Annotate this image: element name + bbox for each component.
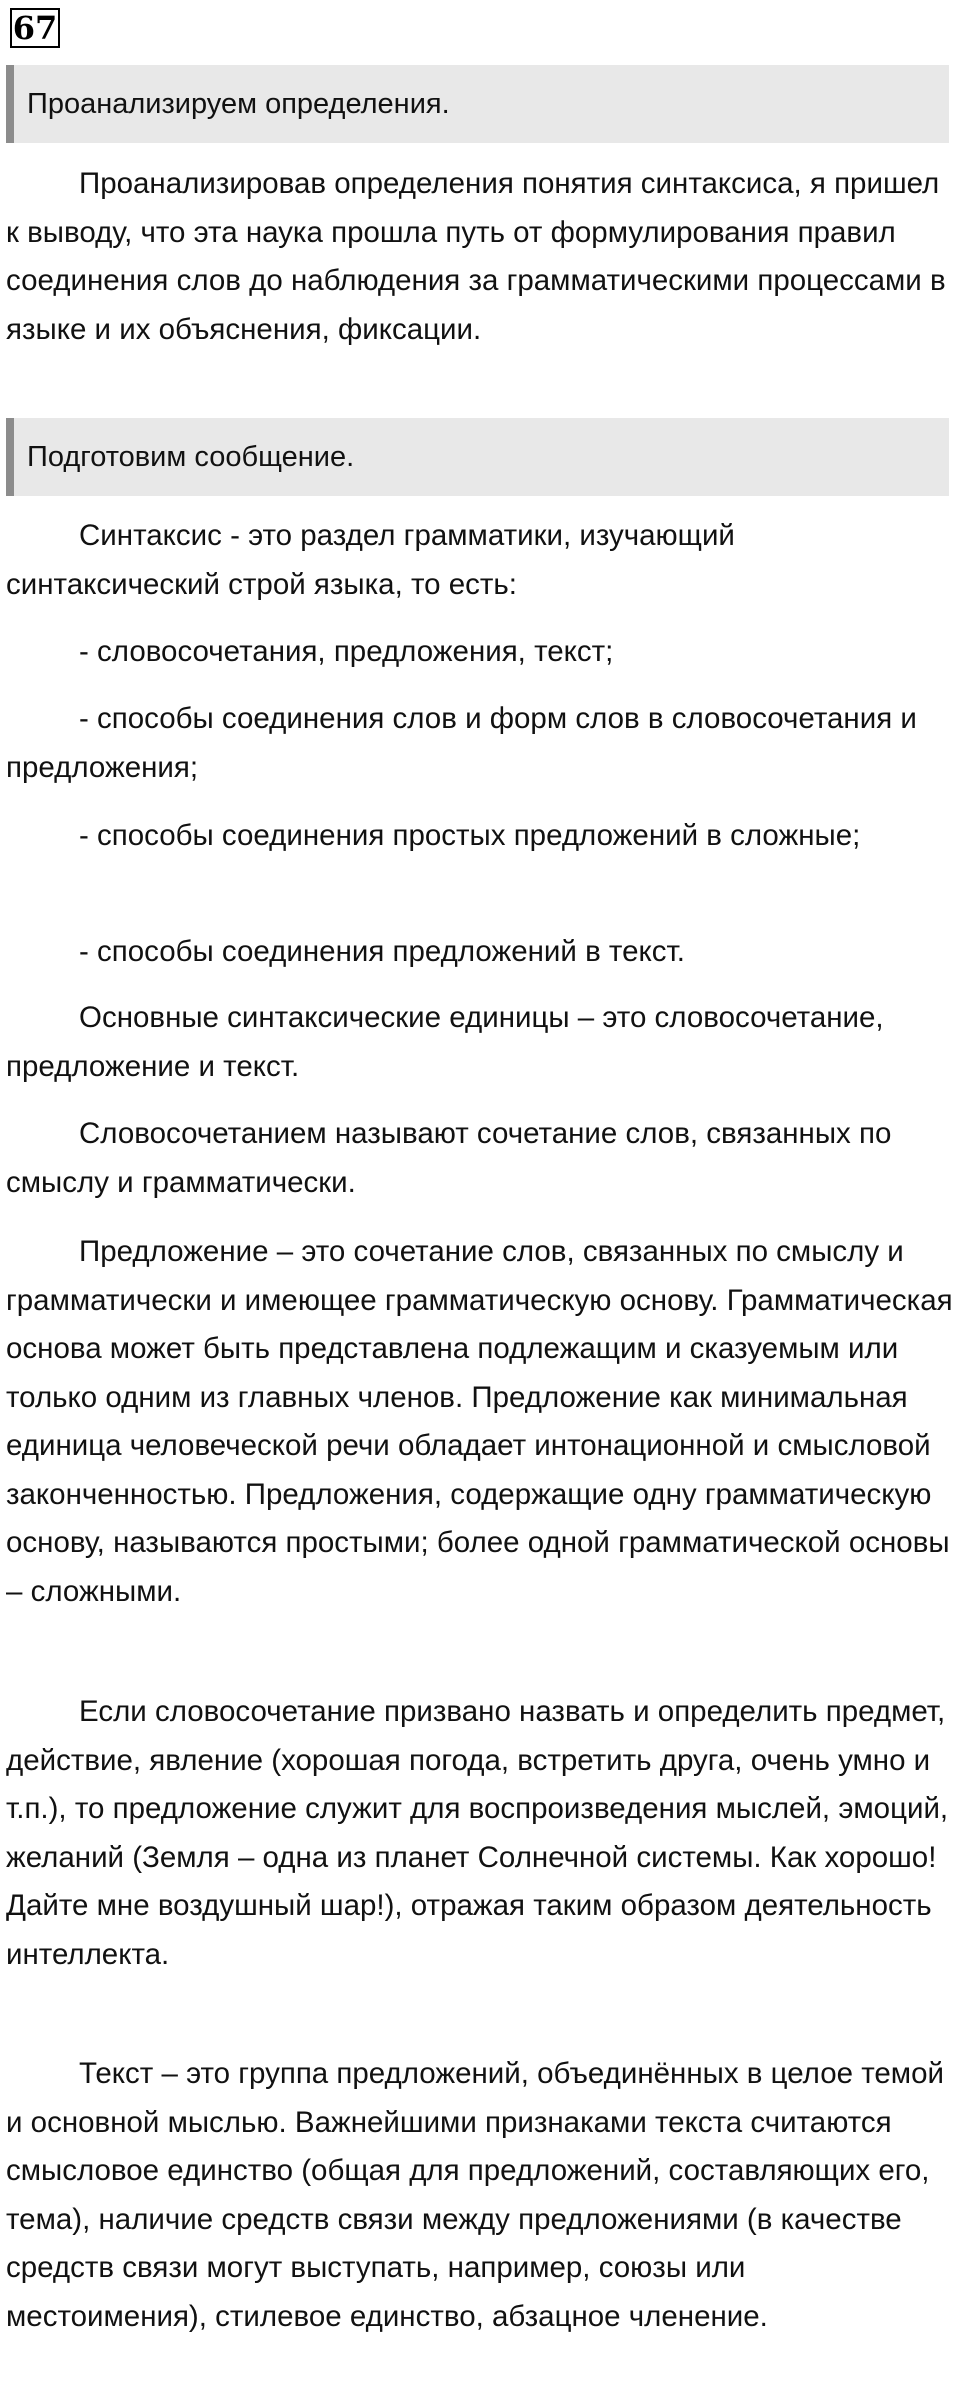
sentence-definition-paragraph: Предложение – это сочетание слов, связанных по смыслу и грамматически и имеющее грамматическую основу. Грамматическая основа может быть представлена подлежащим и сказуемым или только одним из главных членов. Предложение как минимальная единица человеческой речи обладает интонационной и смысловой законченностью. Предложения, содержащие одну грамматическую основу, называются простыми; более одной грамматической основы – сложными. (6, 1235, 953, 1608)
syntax-definition-paragraph: Синтаксис - это раздел грамматики, изучающий синтаксический строй языка, то есть: (6, 519, 735, 601)
analysis-paragraph: Проанализировав определения понятия синтаксиса, я пришел к выводу, что эта наука прошла путь от формулирования правил соединения слов до наблюдения за грамматическими процессами в языке и их объяснения, фиксации. (6, 167, 946, 346)
list-item-units: - словосочетания, предложения, текст; (79, 635, 614, 668)
text-definition-paragraph: Текст – это группа предложений, объединённых в целое темой и основной мыслью. Важнейшими признаками текста считаются смысловое единство (общая для предложений, составляющих его, тема), наличие средств связи между предложениями (в качестве средств связи могут выступать, например, союзы или местоимения), стилевое единство, абзацное членение. (6, 2057, 944, 2333)
main-units-paragraph: Основные синтаксические единицы – это словосочетание, предложение и текст. (6, 1001, 884, 1083)
list-item-text-connection: - способы соединения предложений в текст. (79, 935, 685, 968)
section-header-message: Подготовим сообщение. (6, 418, 949, 496)
list-item-sentence-connection: - способы соединения простых предложений в сложные; (79, 819, 861, 852)
list-item-word-connection: - способы соединения слов и форм слов в словосочетания и предложения; (6, 702, 917, 784)
section-header-analysis: Проанализируем определения. (6, 65, 949, 143)
phrase-definition-paragraph: Словосочетанием называют сочетание слов, связанных по смыслу и грамматически. (6, 1117, 892, 1199)
phrase-vs-sentence-paragraph: Если словосочетание призвано назвать и определить предмет, действие, явление (хорошая погода, встретить друга, очень умно и т.п.), то предложение служит для воспроизведения мыслей, эмоций, желаний (Земля – одна из планет Солнечной системы. Как хорошо! Дайте мне воздушный шар!), отражая таким образом деятельность интеллекта. (6, 1695, 949, 1971)
task-number-badge: 67 (10, 8, 60, 48)
